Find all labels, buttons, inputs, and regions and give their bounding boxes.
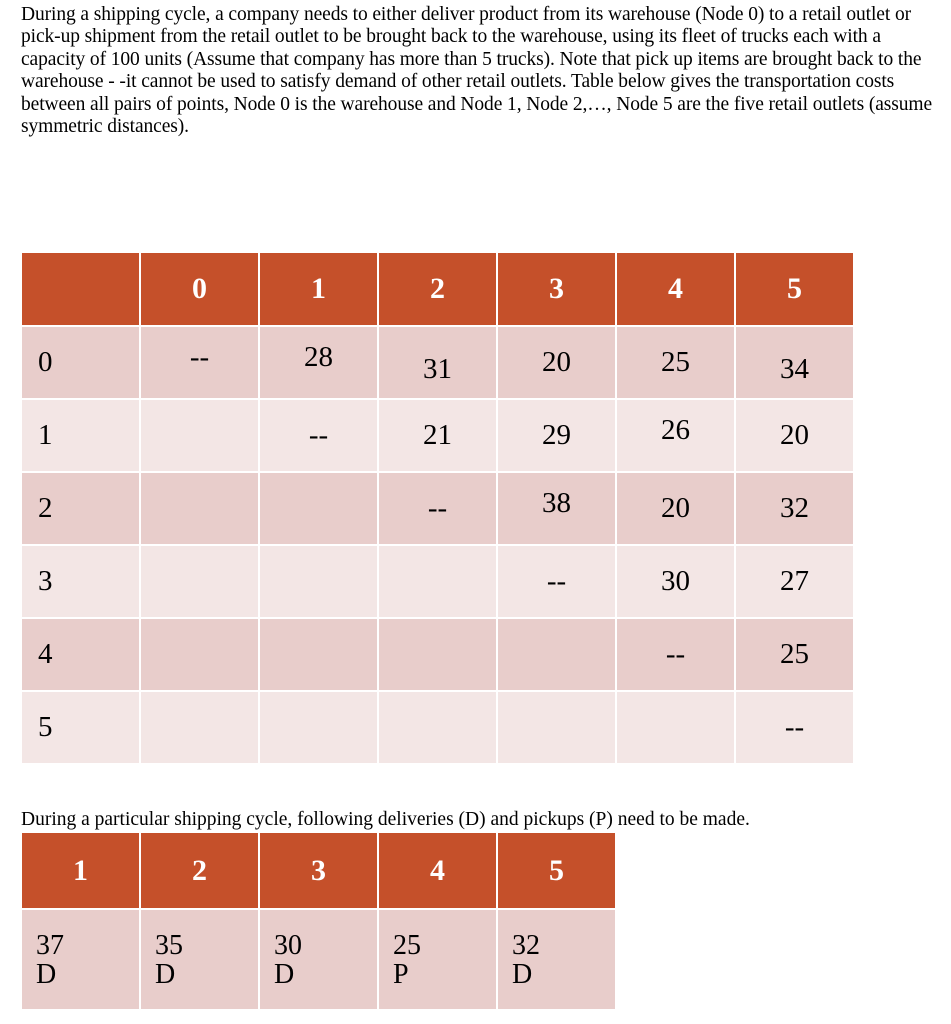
table-cell: [617, 692, 734, 763]
table-cell: 29: [498, 400, 615, 471]
table-cell: --: [141, 327, 258, 398]
type-value: D: [274, 958, 295, 990]
column-header-5: 5: [736, 253, 853, 325]
table-cell: [498, 619, 615, 690]
type-value: P: [393, 958, 409, 990]
table-cell: [260, 692, 377, 763]
schedule-cell: [260, 910, 377, 1009]
column-header-4: 4: [617, 253, 734, 325]
column-header-2: 2: [379, 253, 496, 325]
quantity-value: 35: [155, 929, 183, 961]
table-cell: [141, 473, 258, 544]
delivery-pickup-table: [20, 831, 617, 1011]
column-header-1: 1: [260, 253, 377, 325]
type-value: D: [512, 958, 533, 990]
table-cell: 38: [498, 473, 615, 544]
row-label: 4: [22, 619, 139, 690]
row-label: 0: [22, 327, 139, 398]
schedule-cell: [498, 910, 615, 1009]
table-row: [22, 619, 853, 690]
table-cell: --: [260, 400, 377, 471]
quantity-value: 30: [274, 929, 302, 961]
corner-cell: [22, 253, 139, 325]
table-cell: 20: [736, 400, 853, 471]
row-label: 3: [22, 546, 139, 617]
quantity-value: 25: [393, 929, 421, 961]
table-cell: 21: [379, 400, 496, 471]
table-cell: 28: [260, 327, 377, 398]
node-header-1: 1: [22, 833, 139, 908]
table-cell: [379, 619, 496, 690]
table-row: [22, 692, 853, 763]
table-row: [22, 400, 853, 471]
type-value: D: [155, 958, 176, 990]
type-value: D: [36, 958, 57, 990]
table-cell: 30: [617, 546, 734, 617]
table-cell: --: [498, 546, 615, 617]
table-cell: [498, 692, 615, 763]
table-cell: 32: [736, 473, 853, 544]
table-cell: 25: [617, 327, 734, 398]
node-header-3: 3: [260, 833, 377, 908]
column-header-3: 3: [498, 253, 615, 325]
table-row: [22, 546, 853, 617]
node-header-5: 5: [498, 833, 615, 908]
table-cell: [260, 619, 377, 690]
table-header-row: [22, 833, 615, 908]
table-cell: --: [379, 473, 496, 544]
schedule-cell: [22, 910, 139, 1009]
table-cell: 26: [617, 400, 734, 471]
table-row: [22, 473, 853, 544]
table-row: [22, 327, 853, 398]
table-cell: [141, 546, 258, 617]
table-cell: 31: [379, 327, 496, 398]
table-row: [22, 910, 615, 1009]
table-cell: --: [617, 619, 734, 690]
table-header-row: [22, 253, 853, 325]
table-cell: [260, 473, 377, 544]
table-cell: [379, 546, 496, 617]
table-cell: 20: [617, 473, 734, 544]
problem-statement: During a shipping cycle, a company needs to either deliver product from its warehouse (Node 0) to a retail outlet or pick-up shipment from the retail outlet to be brought back to the warehouse, using its fleet of trucks each with a capacity of 100 units (Assume that company has more than 5 trucks). Note that pick up items are brought back to the warehouse - -it cannot be used to satisfy demand of other retail outlets. Table below gives the transportation costs between all pairs of points, Node 0 is the warehouse and Node 1, Node 2,…, Node 5 are the five retail outlets (assume symmetric distances).: [21, 4, 933, 138]
table-cell: [141, 692, 258, 763]
table-cell: [260, 546, 377, 617]
transportation-cost-table: [20, 251, 855, 765]
schedule-cell: [141, 910, 258, 1009]
node-header-4: 4: [379, 833, 496, 908]
row-label: 1: [22, 400, 139, 471]
schedule-cell: [379, 910, 496, 1009]
table-cell: [141, 400, 258, 471]
node-header-2: 2: [141, 833, 258, 908]
row-label: 2: [22, 473, 139, 544]
quantity-value: 32: [512, 929, 540, 961]
row-label: 5: [22, 692, 139, 763]
table-cell: --: [736, 692, 853, 763]
table-cell: 20: [498, 327, 615, 398]
column-header-0: 0: [141, 253, 258, 325]
table-cell: 27: [736, 546, 853, 617]
table-cell: [141, 619, 258, 690]
table-cell: 25: [736, 619, 853, 690]
table-cell: [379, 692, 496, 763]
table-cell: 34: [736, 327, 853, 398]
schedule-description: During a particular shipping cycle, following deliveries (D) and pickups (P) need to be made.: [21, 809, 750, 830]
quantity-value: 37: [36, 929, 64, 961]
